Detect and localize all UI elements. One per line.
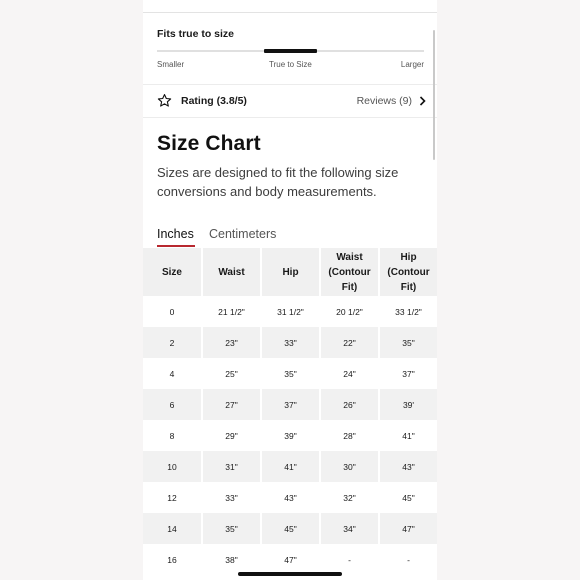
table-cell: 45" — [262, 513, 321, 544]
table-cell: 2 — [143, 327, 203, 358]
table-cell: 39" — [262, 420, 321, 451]
table-cell: 47" — [380, 513, 437, 544]
table-row — [143, 296, 437, 327]
rating-label: Rating (3.8/5) — [181, 95, 247, 107]
size-table — [143, 248, 437, 575]
table-cell: 43" — [380, 451, 437, 482]
scrollbar[interactable] — [433, 30, 435, 160]
table-row — [143, 451, 437, 482]
table-cell: 29" — [203, 420, 262, 451]
table-cell: 35" — [380, 327, 437, 358]
table-row — [143, 482, 437, 513]
table-cell: 37" — [380, 358, 437, 389]
reviews-link[interactable]: Reviews (9) — [356, 95, 412, 107]
divider — [143, 84, 437, 85]
table-cell: 28" — [321, 420, 380, 451]
star-icon — [157, 93, 172, 108]
table-cell: 0 — [143, 296, 203, 327]
table-cell: 6 — [143, 389, 203, 420]
table-cell: 14 — [143, 513, 203, 544]
table-cell: 30" — [321, 451, 380, 482]
table-row — [143, 420, 437, 451]
table-cell: 31" — [203, 451, 262, 482]
table-cell: 33" — [262, 327, 321, 358]
table-cell: 34" — [321, 513, 380, 544]
table-cell: - — [321, 544, 380, 575]
table-cell: 41" — [262, 451, 321, 482]
table-cell: 35" — [262, 358, 321, 389]
fit-label-larger: Larger — [400, 60, 424, 69]
fit-label-smaller: Smaller — [157, 60, 185, 69]
table-cell: 20 1/2" — [321, 296, 380, 327]
table-cell: 38" — [203, 544, 262, 575]
tab-centimeters[interactable]: Centimeters — [209, 227, 277, 241]
table-cell: 16 — [143, 544, 203, 575]
table-cell: 37" — [262, 389, 321, 420]
table-cell: 31 1/2" — [262, 296, 321, 327]
active-tab-indicator — [157, 245, 195, 247]
tab-inches[interactable]: Inches — [157, 227, 194, 241]
fit-scale — [157, 50, 424, 52]
table-row — [143, 327, 437, 358]
table-cell: 25" — [203, 358, 262, 389]
table-cell: 24" — [321, 358, 380, 389]
table-cell: 10 — [143, 451, 203, 482]
table-cell: 45" — [380, 482, 437, 513]
table-cell: 43" — [262, 482, 321, 513]
fit-title: Fits true to size — [157, 28, 235, 40]
column-header-hip-contour: Hip (Contour Fit) — [380, 248, 437, 296]
fit-label-true-to-size: True to Size — [269, 60, 312, 69]
table-header — [143, 248, 437, 296]
table-cell: 47" — [262, 544, 321, 575]
divider — [143, 12, 437, 13]
divider — [143, 117, 437, 118]
column-header-waist-contour: Waist (Contour Fit) — [321, 248, 380, 296]
table-cell: 27" — [203, 389, 262, 420]
size-chart-title: Size Chart — [157, 132, 261, 155]
rating-row[interactable] — [157, 92, 426, 110]
table-cell: 39' — [380, 389, 437, 420]
product-panel — [143, 0, 437, 580]
table-cell: 33" — [203, 482, 262, 513]
table-row — [143, 513, 437, 544]
table-cell: 8 — [143, 420, 203, 451]
table-cell: 4 — [143, 358, 203, 389]
table-cell: 22" — [321, 327, 380, 358]
table-cell: 21 1/2" — [203, 296, 262, 327]
size-chart-intro: Sizes are designed to fit the following size conversions and body measurements. — [157, 165, 399, 199]
table-cell: 32" — [321, 482, 380, 513]
column-header-waist: Waist — [203, 248, 262, 296]
table-cell: 33 1/2" — [380, 296, 437, 327]
column-header-hip: Hip — [262, 248, 321, 296]
table-row — [143, 544, 437, 575]
home-indicator — [238, 572, 342, 576]
table-cell: 35" — [203, 513, 262, 544]
table-row — [143, 358, 437, 389]
table-cell: 23" — [203, 327, 262, 358]
table-cell: - — [380, 544, 437, 575]
table-cell: 26" — [321, 389, 380, 420]
column-header-size: Size — [143, 248, 203, 296]
table-row — [143, 389, 437, 420]
chevron-right-icon — [419, 96, 426, 106]
fit-indicator — [264, 49, 317, 53]
table-body — [143, 296, 437, 575]
table-cell: 41" — [380, 420, 437, 451]
table-cell: 12 — [143, 482, 203, 513]
